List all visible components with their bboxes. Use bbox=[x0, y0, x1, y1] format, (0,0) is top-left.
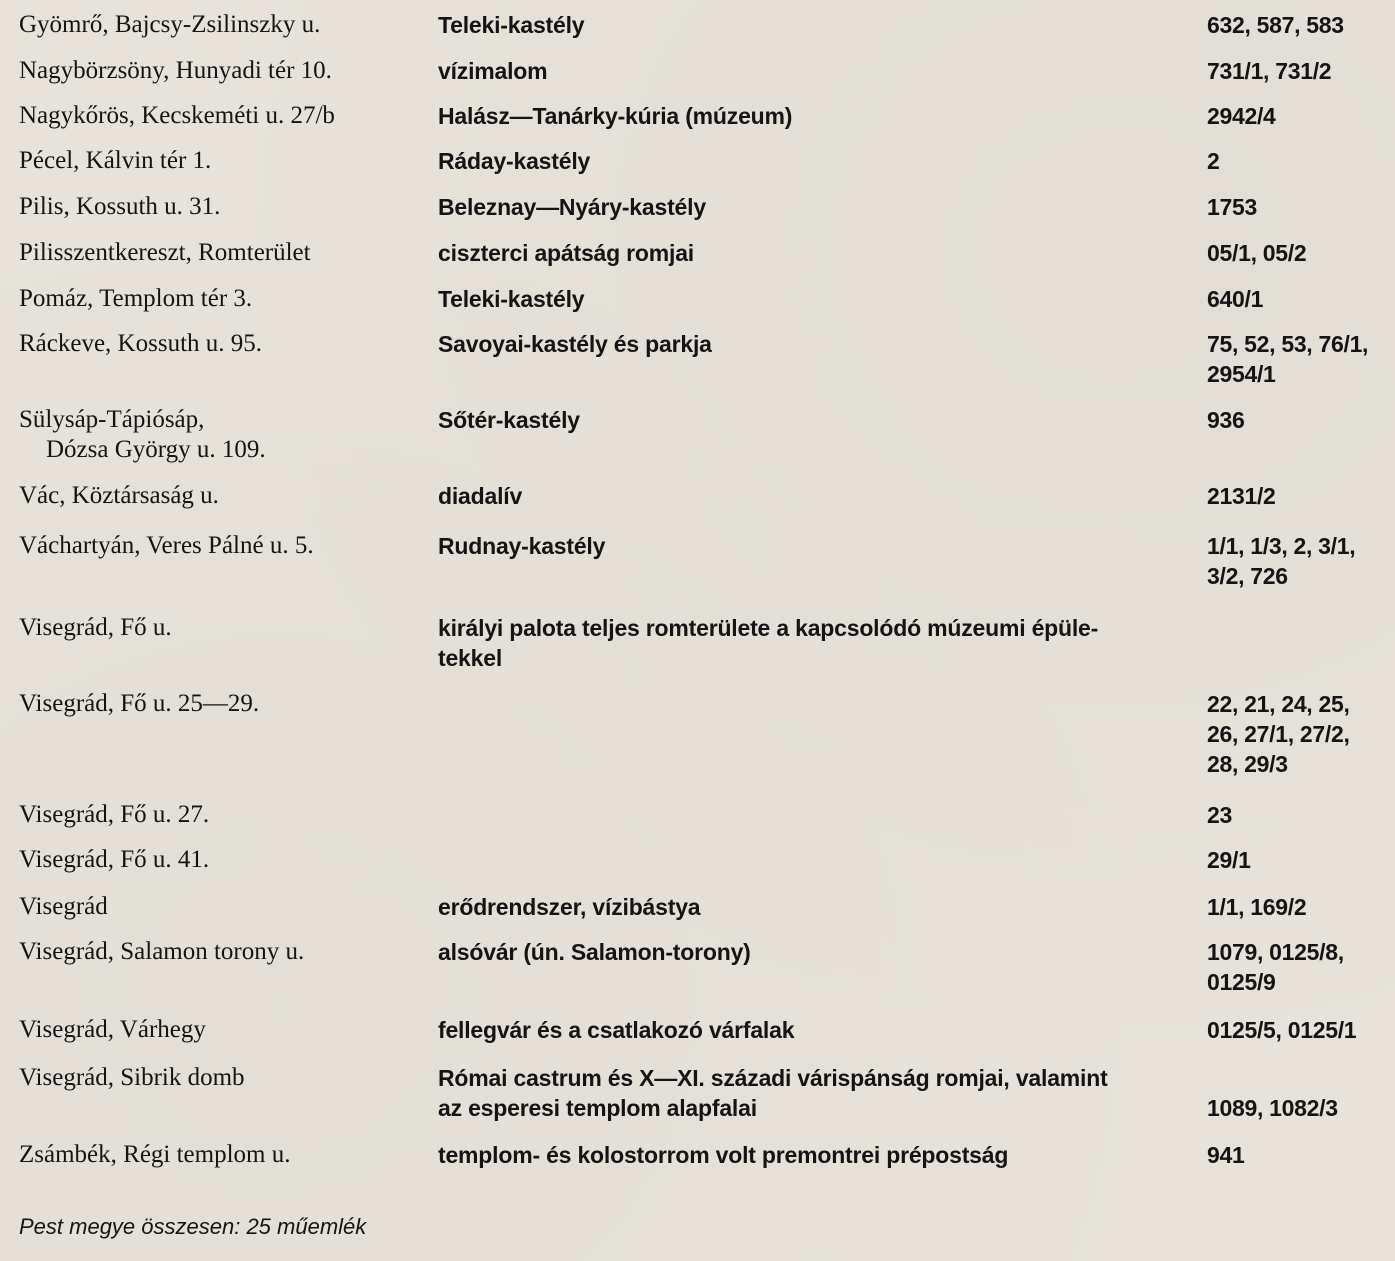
monument-name-cell-line: Teleki-kastély bbox=[438, 286, 585, 312]
lot-number-cell-line: 731/1, 731/2 bbox=[1207, 58, 1332, 84]
monument-name-cell-line: Halász—Tanárky-kúria (múzeum) bbox=[438, 103, 793, 129]
monument-name-cell bbox=[438, 892, 1188, 922]
lot-number-cell bbox=[1207, 238, 1392, 268]
lot-number-cell-line: 28, 29/3 bbox=[1207, 751, 1288, 777]
monument-name-cell bbox=[438, 101, 1188, 131]
lot-number-cell-line: 75, 52, 53, 76/1, bbox=[1207, 331, 1369, 357]
lot-number-cell bbox=[1207, 689, 1392, 779]
lot-number-cell bbox=[1207, 192, 1392, 222]
location-cell-line: Pilisszentkereszt, Romterület bbox=[19, 239, 311, 266]
monument-name-cell bbox=[438, 1063, 1188, 1123]
location-cell bbox=[19, 329, 419, 359]
monument-name-cell-line: Beleznay—Nyáry-kastély bbox=[438, 194, 706, 220]
lot-number-cell bbox=[1207, 481, 1392, 511]
location-cell-line: Visegrád bbox=[19, 893, 108, 920]
location-cell-line: Pilis, Kossuth u. 31. bbox=[19, 193, 221, 220]
location-cell-line: Gyömrő, Bajcsy-Zsilinszky u. bbox=[19, 11, 321, 38]
location-cell bbox=[19, 892, 419, 922]
monument-name-cell bbox=[438, 238, 1188, 268]
monument-name-cell bbox=[438, 481, 1188, 511]
monument-name-cell-line: királyi palota teljes romterülete a kapcsolódó múzeumi épüle- bbox=[438, 615, 1099, 641]
location-cell bbox=[19, 531, 419, 561]
monument-name-cell bbox=[438, 192, 1188, 222]
monument-name-cell bbox=[438, 531, 1188, 561]
lot-number-cell-line: 0125/5, 0125/1 bbox=[1207, 1017, 1357, 1043]
lot-number-cell-line: 936 bbox=[1207, 407, 1245, 433]
lot-number-cell bbox=[1207, 531, 1392, 591]
monument-name-cell bbox=[438, 613, 1188, 673]
monument-name-cell-line: Ráday-kastély bbox=[438, 148, 591, 174]
location-cell bbox=[19, 405, 419, 465]
location-cell bbox=[19, 238, 419, 268]
lot-number-cell bbox=[1207, 892, 1392, 922]
lot-number-cell bbox=[1207, 101, 1392, 131]
monument-name-cell bbox=[438, 56, 1188, 86]
location-cell bbox=[19, 1015, 419, 1045]
location-cell bbox=[19, 146, 419, 176]
location-cell bbox=[19, 613, 419, 643]
lot-number-cell bbox=[1207, 800, 1392, 830]
location-cell bbox=[19, 1063, 419, 1093]
lot-number-cell bbox=[1207, 329, 1392, 389]
location-cell-line: Pomáz, Templom tér 3. bbox=[19, 285, 253, 312]
monument-name-cell-line: Rudnay-kastély bbox=[438, 533, 606, 559]
lot-number-cell bbox=[1207, 1015, 1392, 1045]
lot-number-cell-line: 632, 587, 583 bbox=[1207, 12, 1344, 38]
location-cell-line: Ráckeve, Kossuth u. 95. bbox=[19, 330, 263, 357]
lot-number-cell bbox=[1207, 937, 1392, 997]
lot-number-cell-line: 3/2, 726 bbox=[1207, 563, 1288, 589]
lot-number-cell-line: 1079, 0125/8, bbox=[1207, 939, 1344, 965]
location-cell-line: Visegrád, Salamon torony u. bbox=[19, 938, 305, 965]
lot-number-cell bbox=[1207, 146, 1392, 176]
location-cell-line: Visegrád, Sibrik domb bbox=[19, 1064, 245, 1091]
location-cell-line: Zsámbék, Régi templom u. bbox=[19, 1141, 291, 1168]
lot-number-cell bbox=[1207, 56, 1392, 86]
lot-number-cell-line: 640/1 bbox=[1207, 286, 1264, 312]
lot-number-cell bbox=[1207, 845, 1392, 875]
monument-name-cell bbox=[438, 937, 1188, 967]
location-cell-line: Visegrád, Fő u. bbox=[19, 614, 172, 641]
monument-name-cell bbox=[438, 1140, 1188, 1170]
county-total: Pest megye összesen: 25 műemlék bbox=[19, 1214, 367, 1239]
location-cell-line: Visegrád, Fő u. 27. bbox=[19, 801, 210, 828]
lot-number-cell bbox=[1207, 1140, 1392, 1170]
monument-name-cell-line: diadalív bbox=[438, 483, 523, 509]
lot-number-cell-line bbox=[1207, 1063, 1392, 1093]
location-cell bbox=[19, 481, 419, 511]
lot-number-cell-line: 26, 27/1, 27/2, bbox=[1207, 721, 1350, 747]
monument-name-cell-line: Római castrum és X—XI. századi várispánság romjai, valamint bbox=[438, 1065, 1108, 1091]
monument-name-cell bbox=[438, 1015, 1188, 1045]
monument-name-cell bbox=[438, 146, 1188, 176]
location-cell-line: Pécel, Kálvin tér 1. bbox=[19, 147, 212, 174]
monument-name-cell-line: alsóvár (ún. Salamon-torony) bbox=[438, 939, 751, 965]
lot-number-cell-line: 2 bbox=[1207, 148, 1220, 174]
monument-name-cell bbox=[438, 405, 1188, 435]
lot-number-cell-line: 0125/9 bbox=[1207, 969, 1276, 995]
monument-name-cell bbox=[438, 329, 1188, 359]
monument-name-cell bbox=[438, 284, 1188, 314]
monument-name-cell bbox=[438, 10, 1188, 40]
lot-number-cell-line: 941 bbox=[1207, 1142, 1245, 1168]
lot-number-cell-line: 1089, 1082/3 bbox=[1207, 1095, 1338, 1121]
location-cell-line: Visegrád, Várhegy bbox=[19, 1016, 206, 1043]
monument-name-cell-line: fellegvár és a csatlakozó várfalak bbox=[438, 1017, 795, 1043]
location-cell-line: Dózsa György u. 109. bbox=[46, 436, 266, 463]
lot-number-cell-line: 1753 bbox=[1207, 194, 1257, 220]
monument-name-cell-line: Teleki-kastély bbox=[438, 12, 585, 38]
lot-number-cell-line: 2131/2 bbox=[1207, 483, 1276, 509]
lot-number-cell-line: 2954/1 bbox=[1207, 361, 1276, 387]
monument-name-cell-line: az esperesi templom alapfalai bbox=[438, 1095, 757, 1121]
lot-number-cell-line: 23 bbox=[1207, 802, 1232, 828]
lot-number-cell bbox=[1207, 405, 1392, 435]
monument-name-cell-line: Sőtér-kastély bbox=[438, 407, 580, 433]
lot-number-cell-line: 1/1, 1/3, 2, 3/1, bbox=[1207, 533, 1356, 559]
monument-name-cell-line: tekkel bbox=[438, 645, 503, 671]
location-cell bbox=[19, 937, 419, 967]
monument-name-cell-line: Savoyai-kastély és parkja bbox=[438, 331, 712, 357]
location-cell bbox=[19, 800, 419, 830]
location-cell bbox=[19, 192, 419, 222]
location-cell bbox=[19, 284, 419, 314]
location-cell bbox=[19, 56, 419, 86]
location-cell-line: Sülysáp-Tápiósáp, bbox=[19, 406, 205, 433]
monument-name-cell-line: vízimalom bbox=[438, 58, 548, 84]
location-cell-line: Vác, Köztársaság u. bbox=[19, 482, 219, 509]
monument-name-cell-line: templom- és kolostorrom volt premontrei prépostság bbox=[438, 1142, 1009, 1168]
location-cell-line: Nagybörzsöny, Hunyadi tér 10. bbox=[19, 57, 332, 84]
lot-number-cell-line: 1/1, 169/2 bbox=[1207, 894, 1307, 920]
location-cell bbox=[19, 10, 419, 40]
lot-number-cell bbox=[1207, 1063, 1392, 1123]
lot-number-cell-line: 22, 21, 24, 25, bbox=[1207, 691, 1350, 717]
location-cell bbox=[19, 101, 419, 131]
lot-number-cell bbox=[1207, 284, 1392, 314]
location-cell bbox=[19, 689, 419, 719]
lot-number-cell-line: 29/1 bbox=[1207, 847, 1251, 873]
monument-name-cell-line: erődrendszer, vízibástya bbox=[438, 894, 701, 920]
monument-name-cell-line: ciszterci apátság romjai bbox=[438, 240, 694, 266]
lot-number-cell-line: 2942/4 bbox=[1207, 103, 1276, 129]
location-cell bbox=[19, 845, 419, 875]
location-cell bbox=[19, 1140, 419, 1170]
lot-number-cell bbox=[1207, 10, 1392, 40]
location-cell-line: Nagykőrös, Kecskeméti u. 27/b bbox=[19, 102, 335, 129]
location-cell-line: Visegrád, Fő u. 25—29. bbox=[19, 690, 260, 717]
location-cell-line: Visegrád, Fő u. 41. bbox=[19, 846, 210, 873]
lot-number-cell-line: 05/1, 05/2 bbox=[1207, 240, 1307, 266]
location-cell-line: Váchartyán, Veres Pálné u. 5. bbox=[19, 532, 314, 559]
